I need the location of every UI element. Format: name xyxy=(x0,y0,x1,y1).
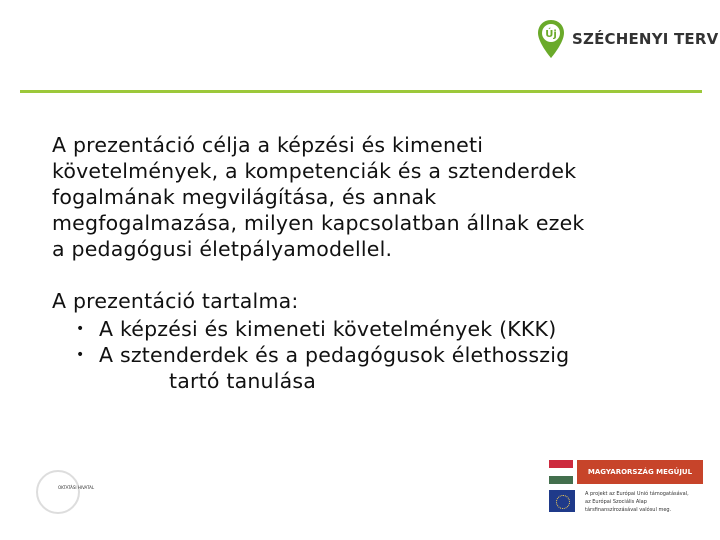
section-title: A prezentáció tartalma: xyxy=(52,289,299,313)
eu-text-line: társfinanszírozásával valósul meg. xyxy=(585,507,672,513)
hungarian-flag-icon xyxy=(549,460,573,484)
magyarorszag-megujul-banner: MAGYARORSZÁG MEGÚJUL xyxy=(577,460,703,484)
bullet-glyph: • xyxy=(76,347,85,363)
bullet-glyph: • xyxy=(76,321,85,337)
bullet-text: A sztenderdek és a pedagógusok élethosszig xyxy=(99,343,570,367)
content-block xyxy=(52,132,692,394)
eu-text-line: A projekt az Európai Unió támogatásával, xyxy=(585,491,689,497)
uj-pin-icon xyxy=(536,18,566,60)
paragraph-line: fogalmának megvilágítása, és annak xyxy=(52,185,437,209)
circle-logo-icon xyxy=(36,470,80,514)
intro-paragraph xyxy=(52,132,692,262)
bullet-item xyxy=(52,342,692,394)
logo-text: SZÉCHENYI TERV xyxy=(572,30,719,48)
bullet-text: A képzési és kimeneti követelmények (KKK) xyxy=(99,317,557,341)
oktatasi-hivatal-logo xyxy=(36,470,116,510)
svg-text:Új: Új xyxy=(545,29,557,40)
paragraph-line: megfogalmazása, milyen kapcsolatban állnak ezek xyxy=(52,211,585,235)
footer-left-label: OKTATÁSI HIVATAL xyxy=(58,485,95,490)
bullet-text-continuation: tartó tanulása xyxy=(169,369,317,393)
paragraph-line: A prezentáció célja a képzési és kimeneti xyxy=(52,133,484,157)
header-divider xyxy=(20,90,702,93)
eu-flag-icon xyxy=(549,490,575,512)
eu-text-line: az Európai Szociális Alap xyxy=(585,499,647,505)
szechenyi-terv-logo xyxy=(536,18,718,60)
eu-funding-logos xyxy=(549,460,714,515)
eu-funding-text xyxy=(585,490,711,514)
paragraph-line: a pedagógusi életpályamodellel. xyxy=(52,237,393,261)
content-bullets xyxy=(52,316,692,394)
bullet-item xyxy=(52,316,692,342)
paragraph-line: követelmények, a kompetenciák és a sztenderdek xyxy=(52,159,577,183)
eu-stars-icon xyxy=(556,495,570,509)
